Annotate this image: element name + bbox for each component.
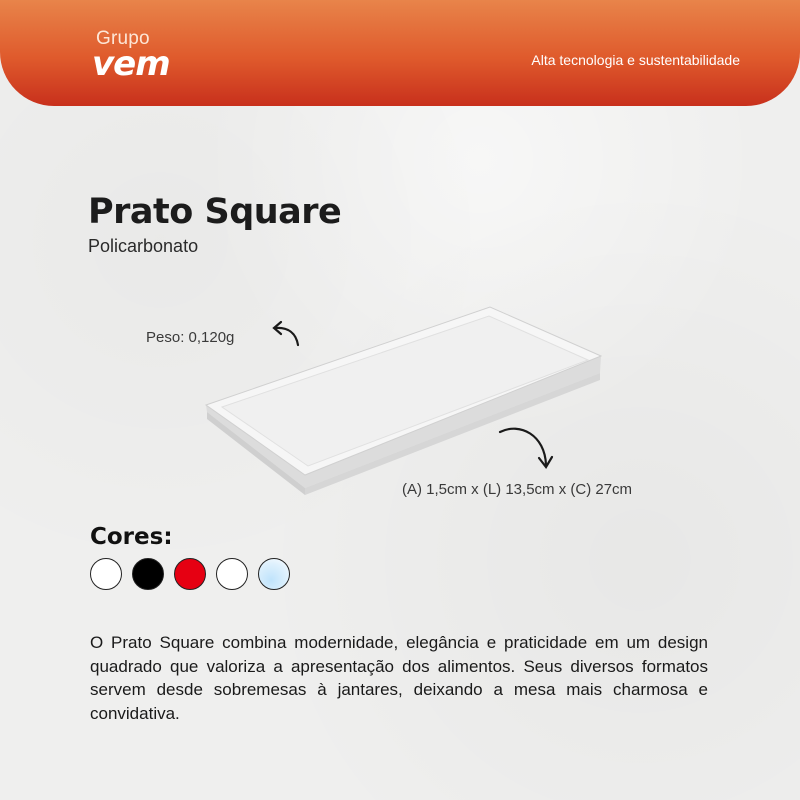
curved-arrow-icon [274,322,298,345]
color-swatch-light-blue[interactable] [258,558,290,590]
color-swatch-list [90,558,290,590]
product-dimensions: (A) 1,5cm x (L) 13,5cm x (C) 27cm [402,481,633,498]
colors-label: Cores: [90,524,173,550]
brand-group-label: Grupo [96,28,150,49]
color-swatch-white[interactable] [90,558,122,590]
color-swatch-clear[interactable] [216,558,248,590]
color-swatch-red[interactable] [174,558,206,590]
product-title: Prato Square [88,192,342,232]
product-material: Policarbonato [88,236,199,256]
header-tagline: Alta tecnologia e sustentabilidade [531,52,740,68]
brand-logo-text: vem [92,44,170,84]
tray-image [206,307,601,495]
product-description: O Prato Square combina modernidade, elegância e praticidade em um design quadrado que valoriza a apresentação dos alimentos. Seus diversos formatos servem desde sobremesas à jantares, deixando a mesa mais charmosa e convidativa. [90,633,708,723]
color-swatch-black[interactable] [132,558,164,590]
product-weight: Peso: 0,120g [146,329,235,346]
curved-arrow-icon [500,429,552,467]
